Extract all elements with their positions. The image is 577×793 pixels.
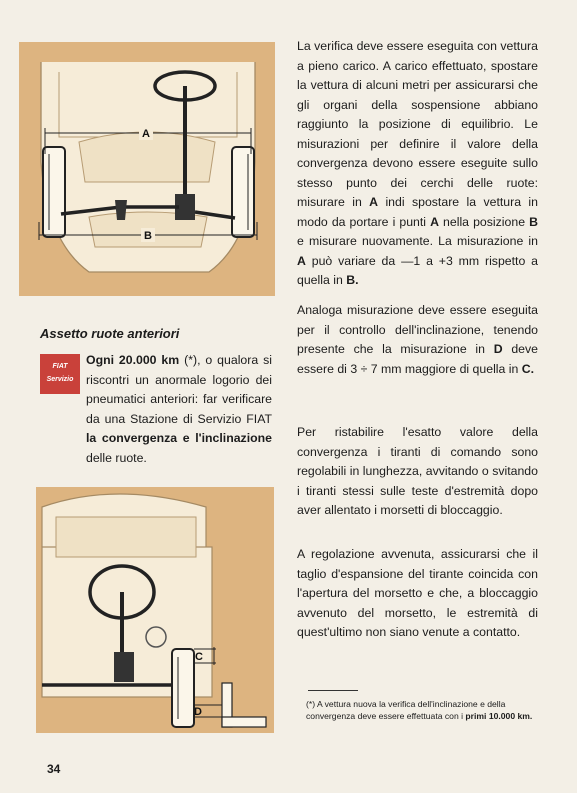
footnote-run: primi 10.000 km. bbox=[465, 711, 533, 721]
paragraph-1 bbox=[297, 37, 538, 291]
paragraph-1-run: A bbox=[430, 214, 439, 229]
label-d: D bbox=[194, 706, 202, 718]
paragraph-1-run: A bbox=[369, 195, 379, 209]
intro-run: la convergenza e l'inclinazione bbox=[86, 431, 272, 445]
paragraph-4-run: A regolazione avvenuta, assicurarsi che il taglio d'espansione del tirante coincida con l'apertura del morsetto e che, a bloccaggio avvenuto del morsetto, le estremità di quest'ultimo non siano venute a contatto. bbox=[297, 547, 538, 639]
intro-run: (*), o qualora si riscontri un anormale logorio dei pneumatici anteriori: far verificare da una Stazione di Servizio FIAT bbox=[86, 353, 272, 426]
intro-run: delle ruote. bbox=[86, 450, 147, 465]
paragraph-1-run: B bbox=[529, 214, 538, 229]
paragraph-2-run: D bbox=[493, 342, 503, 356]
paragraph-1-run: e misurare nuovamente. La misurazione in bbox=[297, 234, 538, 248]
section-title: Assetto ruote anteriori bbox=[40, 326, 180, 341]
paragraph-4 bbox=[297, 545, 538, 643]
paragraph-1-run: nella posizione bbox=[438, 214, 530, 229]
paragraph-1-run: A bbox=[297, 253, 306, 268]
intro-text bbox=[40, 351, 272, 468]
label-b: B bbox=[144, 230, 152, 242]
paragraph-3 bbox=[297, 423, 538, 521]
paragraph-1-run: La verifica deve essere eseguita con vettura a pieno carico. A carico effettuato, spostare la vettura di alcuni metri per assicurarsi che gli organi della sospensione abbiano raggiunto la posizione di equilibrio. Le misurazioni per definire il valore della convergenza devono essere eseguite sullo stesso punto dei cerchi delle ruote: misurare in bbox=[297, 39, 538, 209]
label-c: C bbox=[195, 651, 203, 663]
paragraph-2-run: Analoga misurazione deve essere eseguita per il controllo dell'inclinazione, tenendo presente che la misurazione in bbox=[297, 303, 538, 356]
badge-line2: Servizio bbox=[46, 376, 74, 383]
paragraph-1-run: B. bbox=[346, 273, 359, 287]
figure-inclination bbox=[36, 487, 274, 733]
paragraph-2-run: C. bbox=[521, 361, 535, 376]
paragraph-3-run: Per ristabilire l'esatto valore della convergenza i tiranti di comando sono regolabili in lunghezza, avvitando o svitando i tiranti stessi sulle teste d'estremità dopo aver allentato i morsetti di bloccaggio. bbox=[297, 425, 538, 517]
paragraph-2-run: deve essere di 3 ÷ 7 mm maggiore di quella in bbox=[297, 342, 538, 376]
footnote-run: (*) A vettura nuova la verifica dell'inclinazione e della convergenza deve essere effettuata con i bbox=[306, 699, 506, 721]
figure-convergence bbox=[19, 42, 275, 296]
footnote-divider bbox=[308, 690, 358, 691]
label-a: A bbox=[142, 128, 150, 140]
paragraph-2 bbox=[297, 301, 538, 379]
paragraph-1-run: può variare da —1 a +3 mm rispetto a quella in bbox=[297, 253, 538, 287]
intro-run: Ogni 20.000 km bbox=[86, 353, 180, 367]
footnote bbox=[306, 698, 540, 722]
page-number: 34 bbox=[47, 762, 61, 776]
badge-line1: FIAT bbox=[52, 363, 68, 370]
paragraph-1-run: indi spostare la vettura in modo da portare i punti bbox=[297, 195, 538, 229]
